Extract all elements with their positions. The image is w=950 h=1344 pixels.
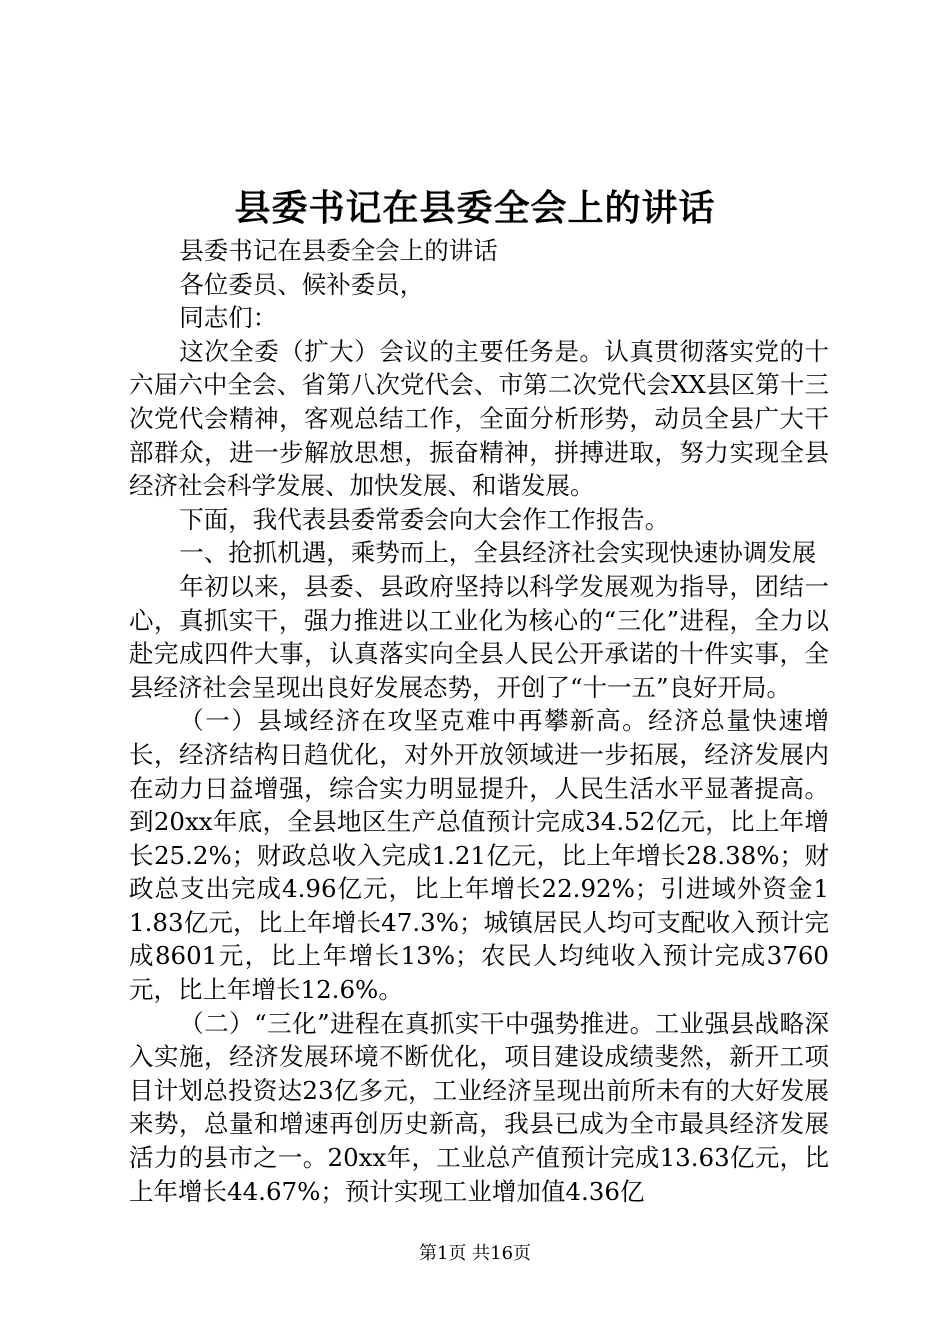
body-paragraph: 下面，我代表县委常委会向大会作工作报告。 xyxy=(179,504,670,534)
body-paragraph: （一）县域经济在攻坚克难中再攀新高。经济总量快速增长，经济结构日趋优化，对外开放领域进一步拓展，经济发展内在动力日益增强，综合实力明显提升，人民生活水平显著提高。到20xx年底，全县地区生产总值预计完成34.52亿元，比上年增长25.2%；财政总收入完成1.21亿元，比上年增长28.38%；财政总支出完成4.96亿元，比上年增长22.92%；引进域外资金11.83亿元，比上年增长47.3%；城镇居民人均可支配收入预计完成8601元，比上年增长13%；农民人均纯收入预计完成3760元，比上年增长12.6%。 xyxy=(129,706,829,1005)
section-heading: 一、抢抓机遇，乘势而上，全县经济社会实现快速协调发展 xyxy=(179,538,817,568)
body-paragraph: 同志们： xyxy=(179,303,278,333)
body-paragraph: （二）“三化”进程在真抓实干中强势推进。工业强县战略深入实施，经济发展环境不断优化，项目建设成绩斐然，新开工项目计划总投资达23亿多元，工业经济呈现出前所未有的大好发展来势，总量和增速再创历史新高，我县已成为全市最具经济发展活力的县市之一。20xx年，工业总产值预计完成13.63亿元，比上年增长44.67%；预计实现工业增加值4.36亿 xyxy=(129,1008,829,1206)
body-paragraph: 这次全委（扩大）会议的主要任务是。认真贯彻落实党的十六届六中全会、省第八次党代会、市第二次党代会XX县区第十三次党代会精神，客观总结工作，全面分析形势，动员全县广大干部群众，进一步解放思想，振奋精神，拼搏进取，努力实现全县经济社会科学发展、加快发展、和谐发展。 xyxy=(129,336,829,501)
document-body xyxy=(129,234,829,1208)
body-paragraph: 县委书记在县委全会上的讲话 xyxy=(179,236,498,265)
body-paragraph: 各位委员、候补委员， xyxy=(179,269,425,299)
page-number-footer: 第1页 共16页 xyxy=(418,1243,532,1264)
body-paragraph: 年初以来，县委、县政府坚持以科学发展观为指导，团结一心，真抓实干，强力推进以工业化为核心的“三化”进程，全力以赴完成四件大事，认真落实向全县人民公开承诺的十件实事，全县经济社会呈现出良好发展态势，开创了“十一五”良好开局。 xyxy=(129,571,829,702)
document-title: 县委书记在县委全会上的讲话 xyxy=(234,187,716,229)
